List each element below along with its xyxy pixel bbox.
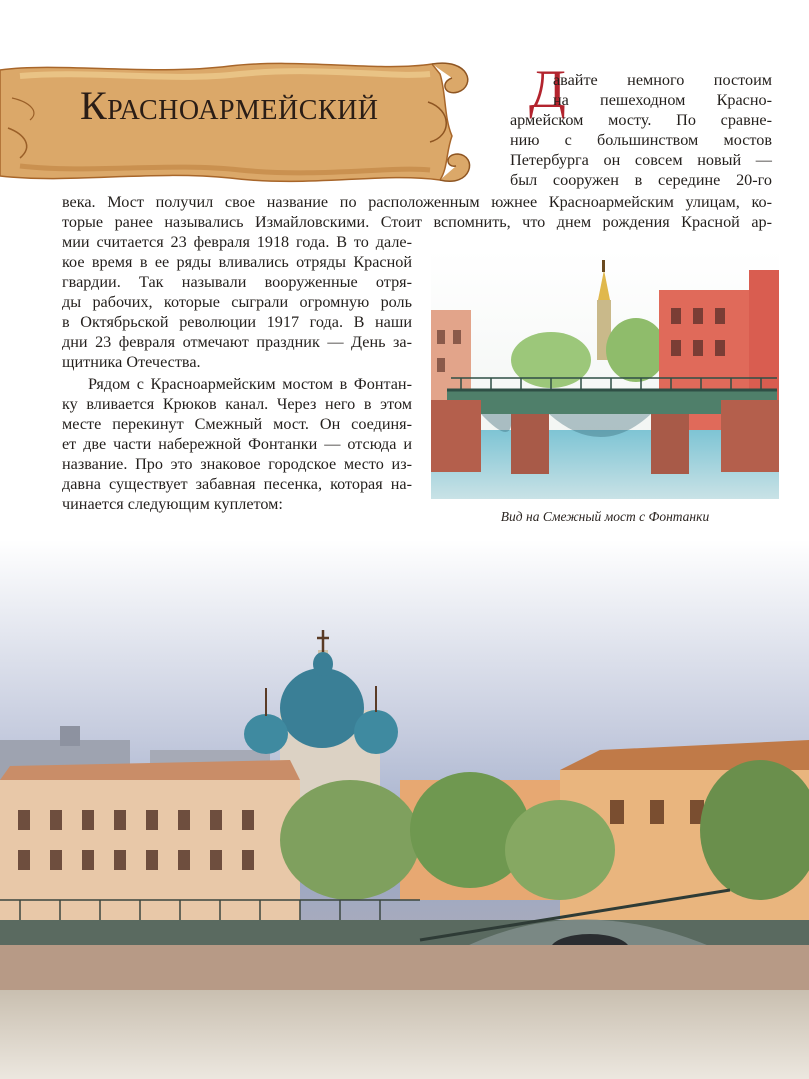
body-line: ет две части набережной Фонтанки — отсюда и	[62, 435, 412, 453]
intro-line: был сооружен в середине 20-го	[510, 171, 772, 189]
body-line: гвардии. Так называли вооруженные отря-	[62, 273, 412, 291]
body-line: ку вливается Крюков канал. Через него в этом	[62, 395, 412, 413]
body-line: месте перекинут Смежный мост. Он соединя-	[62, 415, 412, 433]
intro-line: нию с большинством мостов	[510, 131, 772, 149]
body-line: торые ранее назывались Измайловскими. Стоит вспомнить, что днем рождения Красной ар-	[62, 213, 772, 231]
cathedral-illustration	[0, 540, 809, 1079]
body-line: века. Мост получил свое название по расположенным южнее Красноармейским улицам, ко-	[62, 193, 772, 211]
body-line: ды рабочих, которые сыграли огромную роль	[62, 293, 412, 311]
intro-line: авайте немного постоим	[553, 71, 772, 89]
body-line: дни 23 февраля отмечают праздник — День за-	[62, 333, 412, 351]
body-line: Рядом с Красноармейским мостом в Фонтан-	[88, 375, 412, 393]
body-line: давна существует забавная песенка, которая на-	[62, 475, 412, 493]
figure-caption: Вид на Смежный мост с Фонтанки	[500, 509, 710, 524]
intro-line: на пешеходном Красно-	[553, 91, 772, 109]
body-line: название. Про это знаковое городское место из-	[62, 455, 412, 473]
body-line: чинается следующим куплетом:	[62, 495, 283, 513]
intro-line: армейском мосту. По сравне-	[510, 111, 772, 129]
body-line: мии считается 23 февраля 1918 года. В то дале-	[62, 233, 412, 251]
bridge-illustration	[431, 250, 779, 499]
body-line: кое время в ее ряды вливались отряды Красной	[62, 253, 412, 271]
intro-line: Петербурга он совсем новый —	[510, 151, 772, 169]
drop-cap: Д	[529, 59, 566, 119]
chapter-title: Красноармейский	[80, 83, 379, 128]
body-line: в Октябрьской революции 1917 года. В наши	[62, 313, 412, 331]
body-line: щитника Отечества.	[62, 353, 201, 371]
